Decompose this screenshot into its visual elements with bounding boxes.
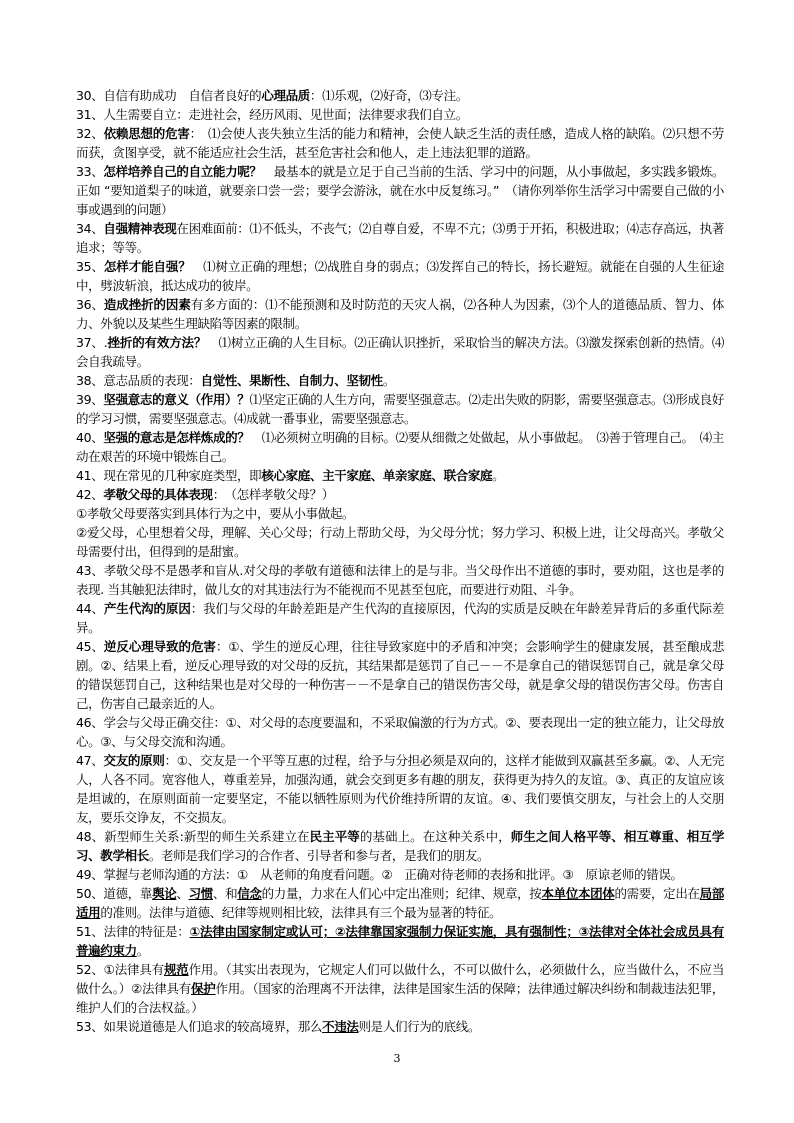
item-37: 37、.挫折的有效方法？ ⑴树立正确的人生目标。⑵正确认识挫折，采取恰当的解决方法。⑶激发探索创新的热情。⑷会自我疏导。 [76,335,725,369]
item-38: 38、意志品质的表现：自觉性、果断性、自制力、坚韧性。 [76,373,395,388]
item-34: 34、自强精神表现在困难面前：⑴不低头，不丧气；⑵自尊自爱，不卑不亢；⑶勇于开拓，积极进取；⑷志存高远，执著追求；等等。 [76,221,724,255]
item-31: 31、人生需要自立：走进社会，经历风雨、见世面；法律要求我们自立。 [76,107,468,122]
item-50: 50、道德，靠舆论、习惯、和信念的力量，力求在人们心中定出准则；纪律、规章，按本单位本团体的需要，定出在局部适用的准则。法律与道德、纪律等规则相比较，法律具有三个最为显著的特征。 [76,886,724,920]
item-52: 52、①法律具有规范作用。（其实出表现为，它规定人们可以做什么，不可以做什么，必须做什么，应当做什么，不应当做什么。）②法律具有保护作用。（国家的治理离不开法律，法律是国家生活的保障；法律通过解决纠纷和制裁违法犯罪，维护人们的合法权益。） [76,962,725,1015]
item-41: 41、现在常见的几种家庭类型，即核心家庭、主干家庭、单亲家庭、联合家庭。 [76,468,505,483]
document-body [76,86,724,1036]
item-40: 40、坚强的意志是怎样炼成的？ ⑴必须树立明确的目标。⑵要从细微之处做起，从小事做起。 ⑶善于管理自己。 ⑷主动在艰苦的环境中锻炼自己。 [76,430,724,464]
item-43: 43、孝敬父母不是愚孝和盲从.对父母的孝敬有道德和法律上的是与非。当父母作出不道德的事时，要劝阻，这也是孝的表现. 当其触犯法律时，做儿女的对其违法行为不能视而不见甚至包庇，而要进行劝阻、斗争。 [76,563,724,597]
item-51: 51、法律的特征是：①法律由国家制定或认可；②法律靠国家强制力保证实施，具有强制性；③法律对全体社会成员具有普遍约束力。 [76,924,724,958]
item-45: 45、逆反心理导致的危害：①、学生的逆反心理，往往导致家庭中的矛盾和冲突；会影响学生的健康发展，甚至酿成悲剧。②、结果上看，逆反心理导致的对父母的反抗，其结果都是惩罚了自己－－不是拿自己的错误惩罚自己，就是拿父母的错误惩罚自己，这种结果也是对父母的一种伤害－－不是拿自己的错误伤害父母，就是拿父母的错误伤害父母。伤害自己，伤害自己最亲近的人。 [76,639,724,711]
item-53: 53、如果说道德是人们追求的较高境界，那么不违法则是人们行为的底线。 [76,1019,481,1034]
item-33: 33、怎样培养自己的自立能力呢？ 最基本的就是立足于自己当前的生活、学习中的问题，从小事做起，多实践多锻炼。正如 “要知道梨子的味道，就要亲口尝一尝；要学会游泳，就在水中反复练习。” （请你列举你生活学习中需要自己做的小事或遇到的问题） [76,164,725,217]
item-42: 42、孝敬父母的具体表现： （怎样孝敬父母？） [76,487,334,502]
item-36: 36、造成挫折的因素有多方面的：⑴不能预测和及时防范的天灾人祸，⑵各种人为因素，⑶个人的道德品质、智力、体力、外貌以及某些生理缺陷等因素的限制。 [76,297,724,331]
item-42-point-2: ②爱父母，心里想着父母，理解、关心父母；行动上帮助父母，为父母分忧；努力学习、积极上进，让父母高兴。孝敬父母需要付出，但得到的是甜蜜。 [76,525,724,559]
item-42-point-1: ①孝敬父母要落实到具体行为之中，要从小事做起。 [76,506,355,521]
page-number: 3 [393,1052,401,1065]
item-32: 32、依赖思想的危害： ⑴会使人丧失独立生活的能力和精神，会使人缺乏生活的责任感，造成人格的缺陷。⑵只想不劳而获，贪图享受，就不能适应社会生活，甚至危害社会和他人，走上违法犯罪的道路。 [76,126,724,160]
item-39: 39、坚强意志的意义（作用）？⑴坚定正确的人生方向，需要坚强意志。⑵走出失败的阴影，需要坚强意志。⑶形成良好的学习习惯，需要坚强意志。⑷成就一番事业，需要坚强意志。 [76,392,724,426]
item-47: 47、交友的原则：①、交友是一个平等互惠的过程，给予与分担必须是双向的，这样才能做到双赢甚至多赢。②、人无完人，人各不同。宽容他人，尊重差异，加强沟通，就会交到更多有趣的朋友，获得更为持久的友谊。③、真正的友谊应该是坦诚的，在原则面前一定要坚定，不能以牺牲原则为代价维持所谓的友谊。④、我们要慎交朋友，与社会上的人交朋友，要乐交诤友，不交损友。 [76,753,724,825]
item-49: 49、掌握与老师沟通的方法：① 从老师的角度看问题。② 正确对待老师的表扬和批评。③ 原谅老师的错误。 [76,867,683,882]
item-35: 35、怎样才能自强？ ⑴树立正确的理想；⑵战胜自身的弱点；⑶发挥自己的特长，扬长避短。就能在自强的人生征途中，劈波斩浪，抵达成功的彼岸。 [76,259,724,293]
item-44: 44、产生代沟的原因：我们与父母的年龄差距是产生代沟的直接原因，代沟的实质是反映在年龄差异背后的多重代际差异。 [76,601,724,635]
item-46: 46、学会与父母正确交往：①、对父母的态度要温和，不采取偏激的行为方式。②、要表现出一定的独立能力，让父母放心。③、与父母交流和沟通。 [76,715,724,749]
item-30: 30、自信有助成功 自信者良好的心理品质：⑴乐观，⑵好奇，⑶专注。 [76,88,468,103]
item-48: 48、新型师生关系:新型的师生关系建立在民主平等的基础上。在这种关系中，师生之间人格平等、相互尊重、相互学习、教学相长。老师是我们学习的合作者、引导者和参与者，是我们的朋友。 [76,829,724,863]
